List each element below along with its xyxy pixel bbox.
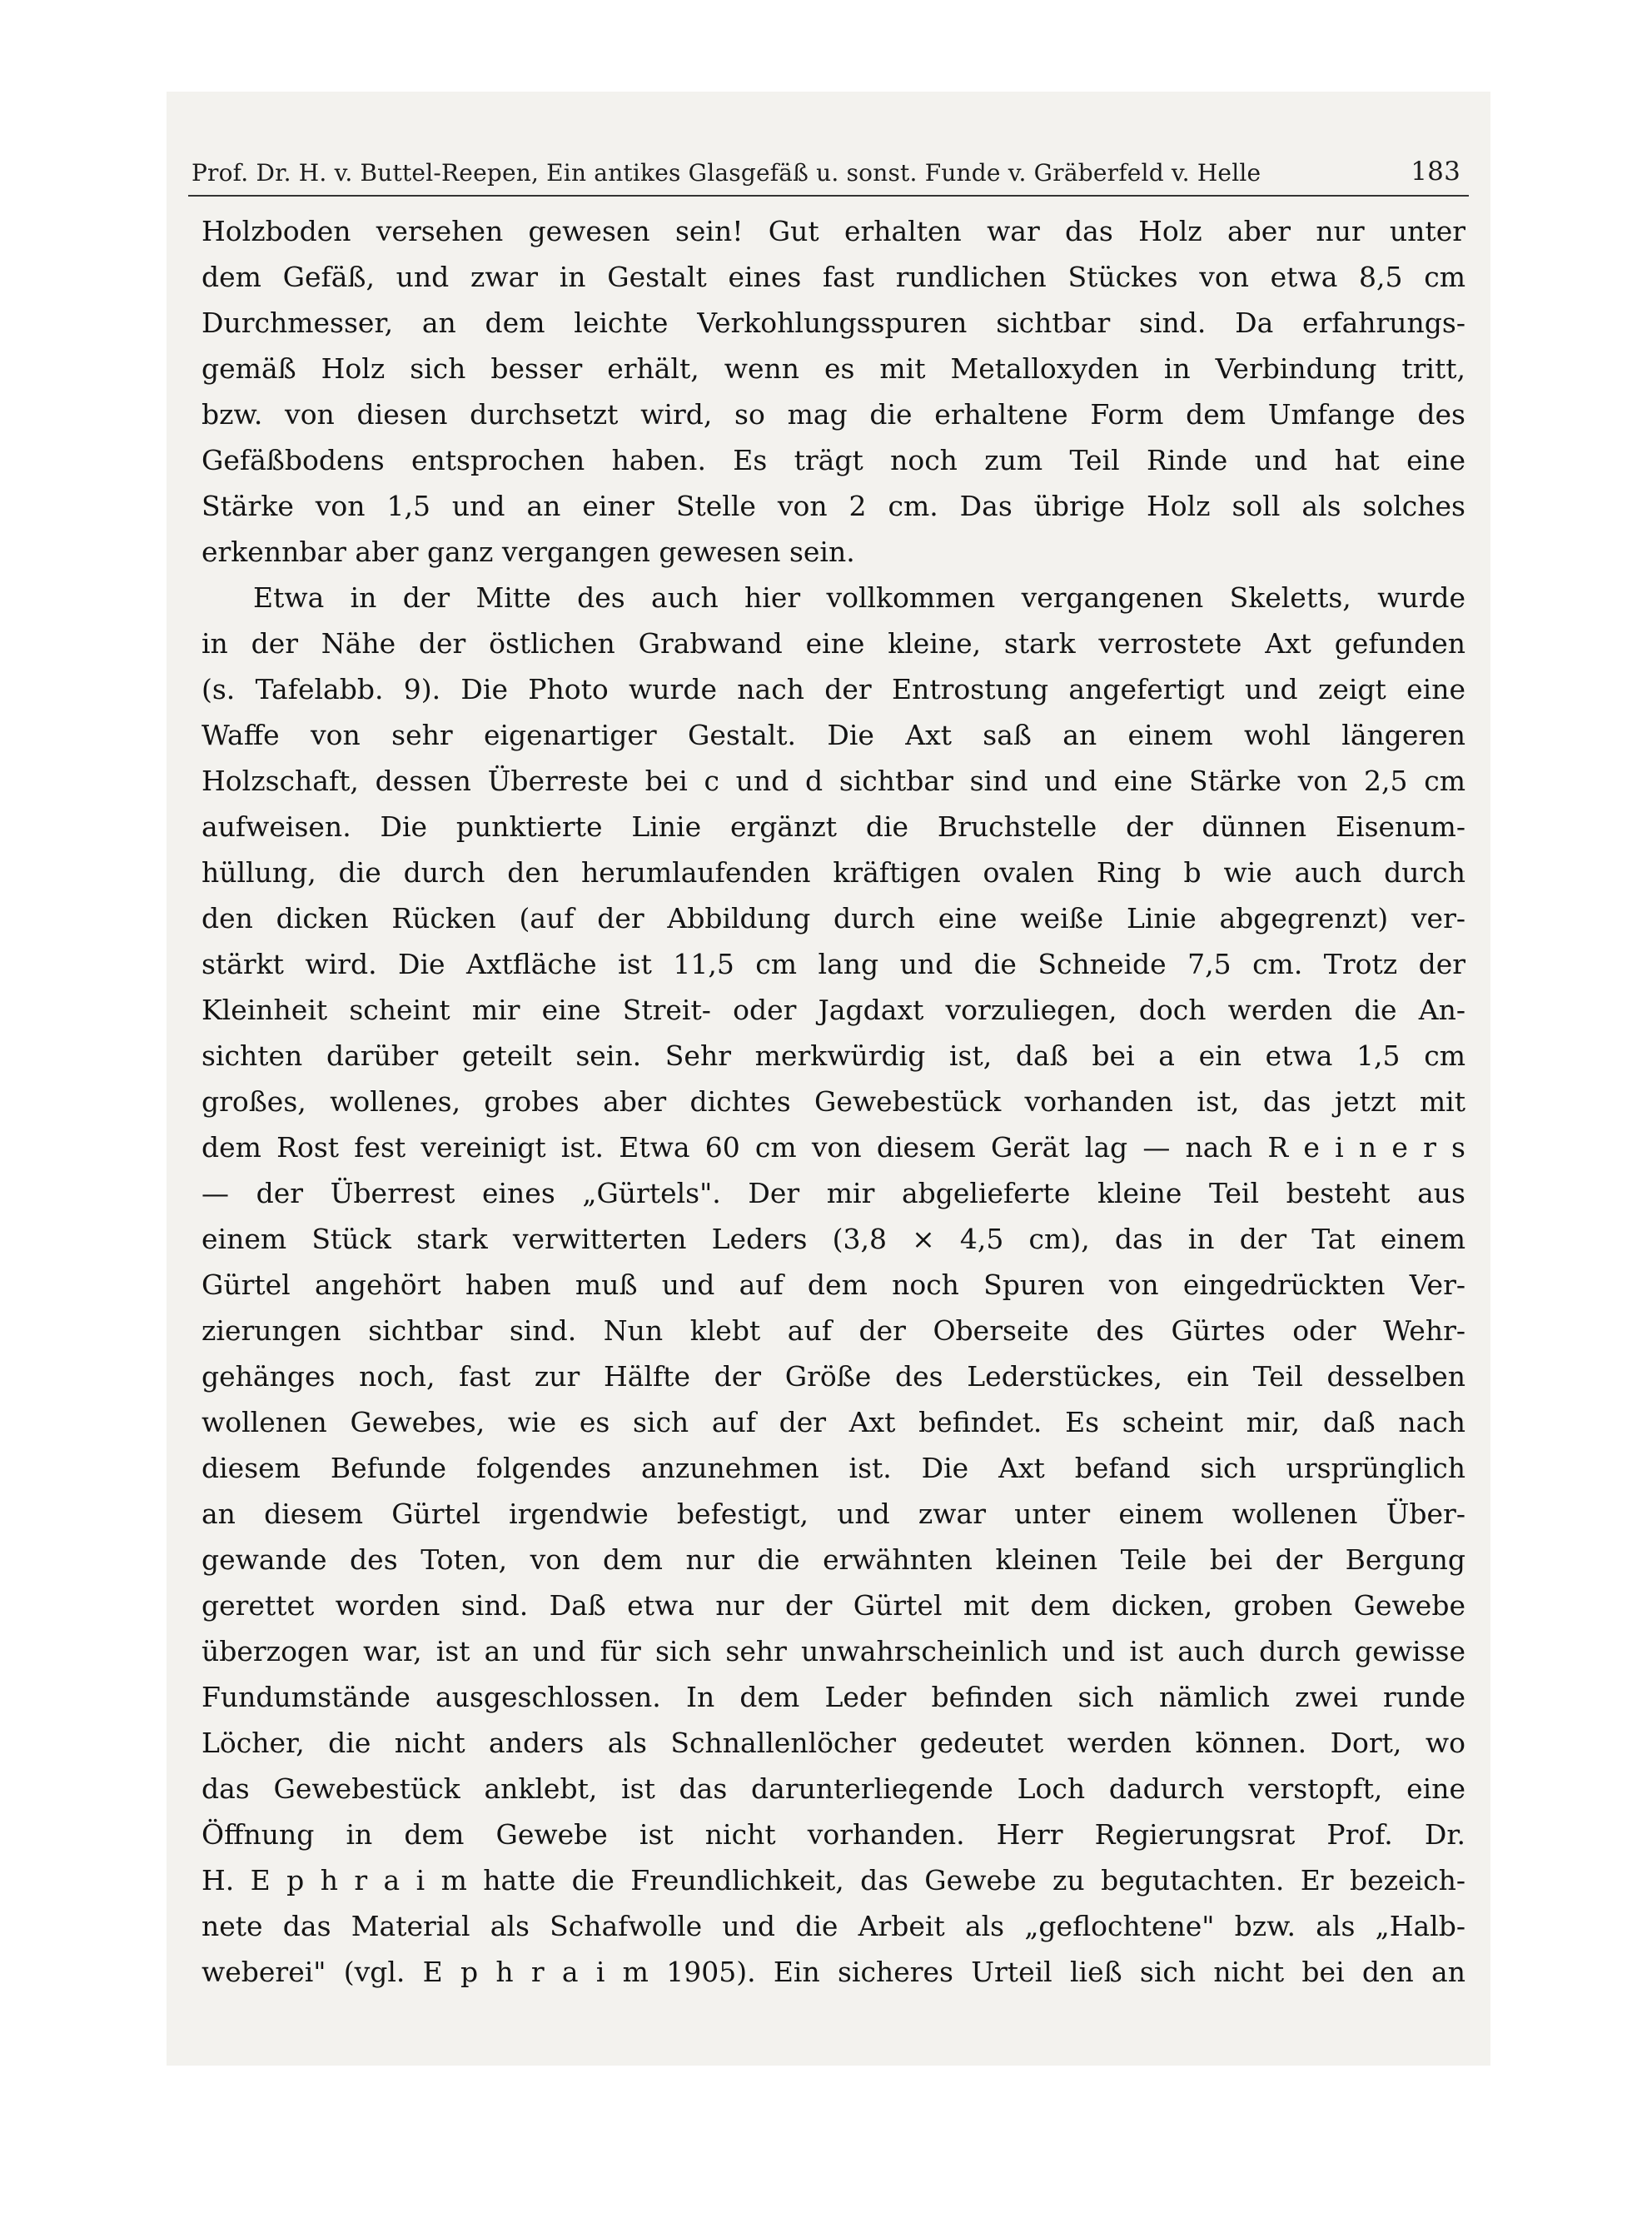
- text-line: Löcher, die nicht anders als Schnallenlöcher gedeutet werden können. Dort, wo: [202, 1727, 1465, 1759]
- text-line: gemäß Holz sich besser erhält, wenn es mit Metalloxyden in Verbindung tritt,: [202, 352, 1465, 385]
- text-line: Stärke von 1,5 und an einer Stelle von 2 cm. Das übrige Holz soll als solches: [202, 490, 1465, 522]
- paragraph-1: [202, 208, 1465, 575]
- text-line: Fundumstände ausgeschlossen. In dem Leder befinden sich nämlich zwei runde: [202, 1681, 1465, 1713]
- body-text: [202, 208, 1465, 1995]
- text-line: gerettet worden sind. Daß etwa nur der Gürtel mit dem dicken, groben Gewebe: [202, 1589, 1465, 1622]
- text-line: gehänges noch, fast zur Hälfte der Größe des Lederstückes, ein Teil desselben: [202, 1360, 1465, 1393]
- text-line: großes, wollenes, grobes aber dichtes Gewebestück vorhanden ist, das jetzt mit: [202, 1085, 1465, 1118]
- text-line: Gürtel angehört haben muß und auf dem noch Spuren von eingedrückten Ver-: [202, 1268, 1465, 1301]
- text-line: H. E p h r a i m hatte die Freundlichkeit, das Gewebe zu begutachten. Er bezeich-: [202, 1864, 1465, 1897]
- text-line: sichten darüber geteilt sein. Sehr merkwürdig ist, daß bei a ein etwa 1,5 cm: [202, 1039, 1465, 1072]
- text-line: Kleinheit scheint mir eine Streit- oder Jagdaxt vorzuliegen, doch werden die An-: [202, 994, 1465, 1026]
- header-rule: [188, 195, 1469, 197]
- text-line: Öffnung in dem Gewebe ist nicht vorhanden. Herr Regierungsrat Prof. Dr.: [202, 1818, 1465, 1851]
- paragraph-2: [202, 575, 1465, 1995]
- text-line: Holzschaft, dessen Überreste bei c und d sichtbar sind und eine Stärke von 2,5 cm: [202, 765, 1465, 797]
- text-line: weberei" (vgl. E p h r a i m 1905). Ein sicheres Urteil ließ sich nicht bei den an: [202, 1956, 1465, 1988]
- text-line: Etwa in der Mitte des auch hier vollkommen vergangenen Skeletts, wurde: [253, 581, 1465, 614]
- running-head-title: Prof. Dr. H. v. Buttel-Reepen, Ein antikes Glasgefäß u. sonst. Funde v. Gräberfeld v. Helle: [192, 159, 1261, 187]
- text-line: Gefäßbodens entsprochen haben. Es trägt noch zum Teil Rinde und hat eine: [202, 444, 1465, 476]
- text-line: stärkt wird. Die Axtfläche ist 11,5 cm lang und die Schneide 7,5 cm. Trotz der: [202, 948, 1465, 980]
- text-line: einem Stück stark verwitterten Leders (3,8 × 4,5 cm), das in der Tat einem: [202, 1223, 1465, 1255]
- text-line: gewande des Toten, von dem nur die erwähnten kleinen Teile bei der Bergung: [202, 1543, 1465, 1576]
- running-head: [167, 128, 1490, 187]
- text-line: das Gewebestück anklebt, ist das darunterliegende Loch dadurch verstopft, eine: [202, 1772, 1465, 1805]
- text-line: dem Rost fest vereinigt ist. Etwa 60 cm von diesem Gerät lag — nach R e i n e r s: [202, 1131, 1465, 1164]
- text-line: an diesem Gürtel irgendwie befestigt, und zwar unter einem wollenen Über-: [202, 1498, 1465, 1530]
- text-line: aufweisen. Die punktierte Linie ergänzt die Bruchstelle der dünnen Eisenum-: [202, 810, 1465, 843]
- text-line: überzogen war, ist an und für sich sehr unwahrscheinlich und ist auch durch gewisse: [202, 1635, 1465, 1667]
- text-line: nete das Material als Schafwolle und die Arbeit als „geflochtene" bzw. als „Halb-: [202, 1910, 1465, 1942]
- text-line: dem Gefäß, und zwar in Gestalt eines fast rundlichen Stückes von etwa 8,5 cm: [202, 261, 1465, 293]
- text-line: zierungen sichtbar sind. Nun klebt auf der Oberseite des Gürtes oder Wehr-: [202, 1314, 1465, 1347]
- text-line: in der Nähe der östlichen Grabwand eine kleine, stark verrostete Axt gefunden: [202, 627, 1465, 660]
- text-line: Holzboden versehen gewesen sein! Gut erhalten war das Holz aber nur unter: [202, 215, 1465, 247]
- text-line: Waffe von sehr eigenartiger Gestalt. Die Axt saß an einem wohl längeren: [202, 719, 1465, 751]
- text-line: erkennbar aber ganz vergangen gewesen sein.: [202, 536, 855, 568]
- text-line: Durchmesser, an dem leichte Verkohlungsspuren sichtbar sind. Da erfahrungs-: [202, 307, 1465, 339]
- scanned-page: [167, 92, 1490, 2066]
- text-line: hüllung, die durch den herumlaufenden kräftigen ovalen Ring b wie auch durch: [202, 856, 1465, 889]
- text-line: diesem Befunde folgendes anzunehmen ist. Die Axt befand sich ursprünglich: [202, 1452, 1465, 1484]
- text-line: bzw. von diesen durchsetzt wird, so mag die erhaltene Form dem Umfange des: [202, 398, 1465, 431]
- text-line: (s. Tafelabb. 9). Die Photo wurde nach der Entrostung angefertigt und zeigt eine: [202, 673, 1465, 705]
- text-line: — der Überrest eines „Gürtels". Der mir abgelieferte kleine Teil besteht aus: [202, 1177, 1465, 1209]
- text-line: wollenen Gewebes, wie es sich auf der Axt befindet. Es scheint mir, daß nach: [202, 1406, 1465, 1438]
- text-line: den dicken Rücken (auf der Abbildung durch eine weiße Linie abgegrenzt) ver-: [202, 902, 1465, 935]
- page-number: 183: [1411, 157, 1460, 187]
